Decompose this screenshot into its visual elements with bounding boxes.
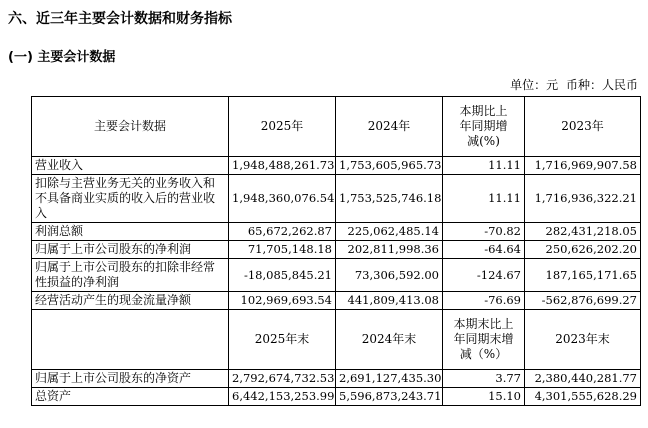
- unit-label: 单位：元: [510, 78, 559, 92]
- row-label: 归属于上市公司股东的净资产: [32, 370, 229, 388]
- value-2025: 102,969,693.54: [229, 292, 336, 310]
- header-change: [443, 97, 525, 157]
- value-2025: 1,948,360,076.54: [229, 175, 336, 223]
- value-2024: 1,753,525,746.18: [336, 175, 443, 223]
- value-2024: 202,811,998.36: [336, 241, 443, 259]
- value-2024: 2,691,127,435.30: [336, 370, 443, 388]
- row-label: 扣除与主营业务无关的业务收入和不具备商业实质的收入后的营业收入: [32, 175, 229, 223]
- header-change-line: 年同期增: [459, 119, 508, 133]
- header-change-line: 减（%）: [459, 347, 508, 361]
- change-percent: 15.10: [443, 388, 525, 406]
- value-2025: 6,442,153,253.99: [229, 388, 336, 406]
- table-row: [32, 259, 641, 292]
- row-label: 营业收入: [32, 157, 229, 175]
- header-change-line: 年同期末增: [453, 332, 514, 346]
- value-2023: 1,716,936,322.21: [525, 175, 641, 223]
- header-change-line: 本期比上: [459, 104, 508, 118]
- value-2024: 73,306,592.00: [336, 259, 443, 292]
- table-header-row-2: [32, 310, 641, 370]
- value-2024: 5,596,873,243.71: [336, 388, 443, 406]
- header-2024: 2024年: [336, 97, 443, 157]
- change-percent: 3.77: [443, 370, 525, 388]
- header-blank: [32, 310, 229, 370]
- header-2023-end: 2023年末: [525, 310, 641, 370]
- header-2023: 2023年: [525, 97, 641, 157]
- value-2024: 1,753,605,965.73: [336, 157, 443, 175]
- change-percent: -64.64: [443, 241, 525, 259]
- sub-title: (一) 主要会计数据: [8, 50, 116, 65]
- header-change-end: [443, 310, 525, 370]
- value-2023: 282,431,218.05: [525, 223, 641, 241]
- change-percent: -70.82: [443, 223, 525, 241]
- header-change-line: 本期末比上: [453, 317, 514, 331]
- row-label: 归属于上市公司股东的净利润: [32, 241, 229, 259]
- accounting-data-table: [31, 96, 641, 406]
- table-row: [32, 292, 641, 310]
- unit-line: [506, 76, 638, 93]
- table-row: [32, 223, 641, 241]
- value-2025: 1,948,488,261.73: [229, 157, 336, 175]
- row-label: 总资产: [32, 388, 229, 406]
- value-2025: 65,672,262.87: [229, 223, 336, 241]
- table-row: [32, 370, 641, 388]
- header-label: 主要会计数据: [32, 97, 229, 157]
- header-2025: 2025年: [229, 97, 336, 157]
- change-percent: -124.67: [443, 259, 525, 292]
- table-header-row: [32, 97, 641, 157]
- row-label: 归属于上市公司股东的扣除非经常性损益的净利润: [32, 259, 229, 292]
- row-label: 利润总额: [32, 223, 229, 241]
- value-2024: 225,062,485.14: [336, 223, 443, 241]
- value-2023: 4,301,555,628.29: [525, 388, 641, 406]
- table-row: [32, 388, 641, 406]
- value-2025: 2,792,674,732.53: [229, 370, 336, 388]
- header-change-line: 减(%): [467, 134, 500, 148]
- change-percent: -76.69: [443, 292, 525, 310]
- header-2025-end: 2025年末: [229, 310, 336, 370]
- value-2023: -562,876,699.27: [525, 292, 641, 310]
- currency-label: 币种：人民币: [565, 78, 638, 92]
- change-percent: 11.11: [443, 175, 525, 223]
- value-2023: 250,626,202.20: [525, 241, 641, 259]
- value-2023: 1,716,969,907.58: [525, 157, 641, 175]
- value-2025: 71,705,148.18: [229, 241, 336, 259]
- value-2025: -18,085,845.21: [229, 259, 336, 292]
- header-2024-end: 2024年末: [336, 310, 443, 370]
- value-2023: 187,165,171.65: [525, 259, 641, 292]
- value-2024: 441,809,413.08: [336, 292, 443, 310]
- change-percent: 11.11: [443, 157, 525, 175]
- table-row: [32, 175, 641, 223]
- table-row: [32, 157, 641, 175]
- row-label: 经营活动产生的现金流量净额: [32, 292, 229, 310]
- table-row: [32, 241, 641, 259]
- section-title: 六、近三年主要会计数据和财务指标: [8, 11, 232, 27]
- value-2023: 2,380,440,281.77: [525, 370, 641, 388]
